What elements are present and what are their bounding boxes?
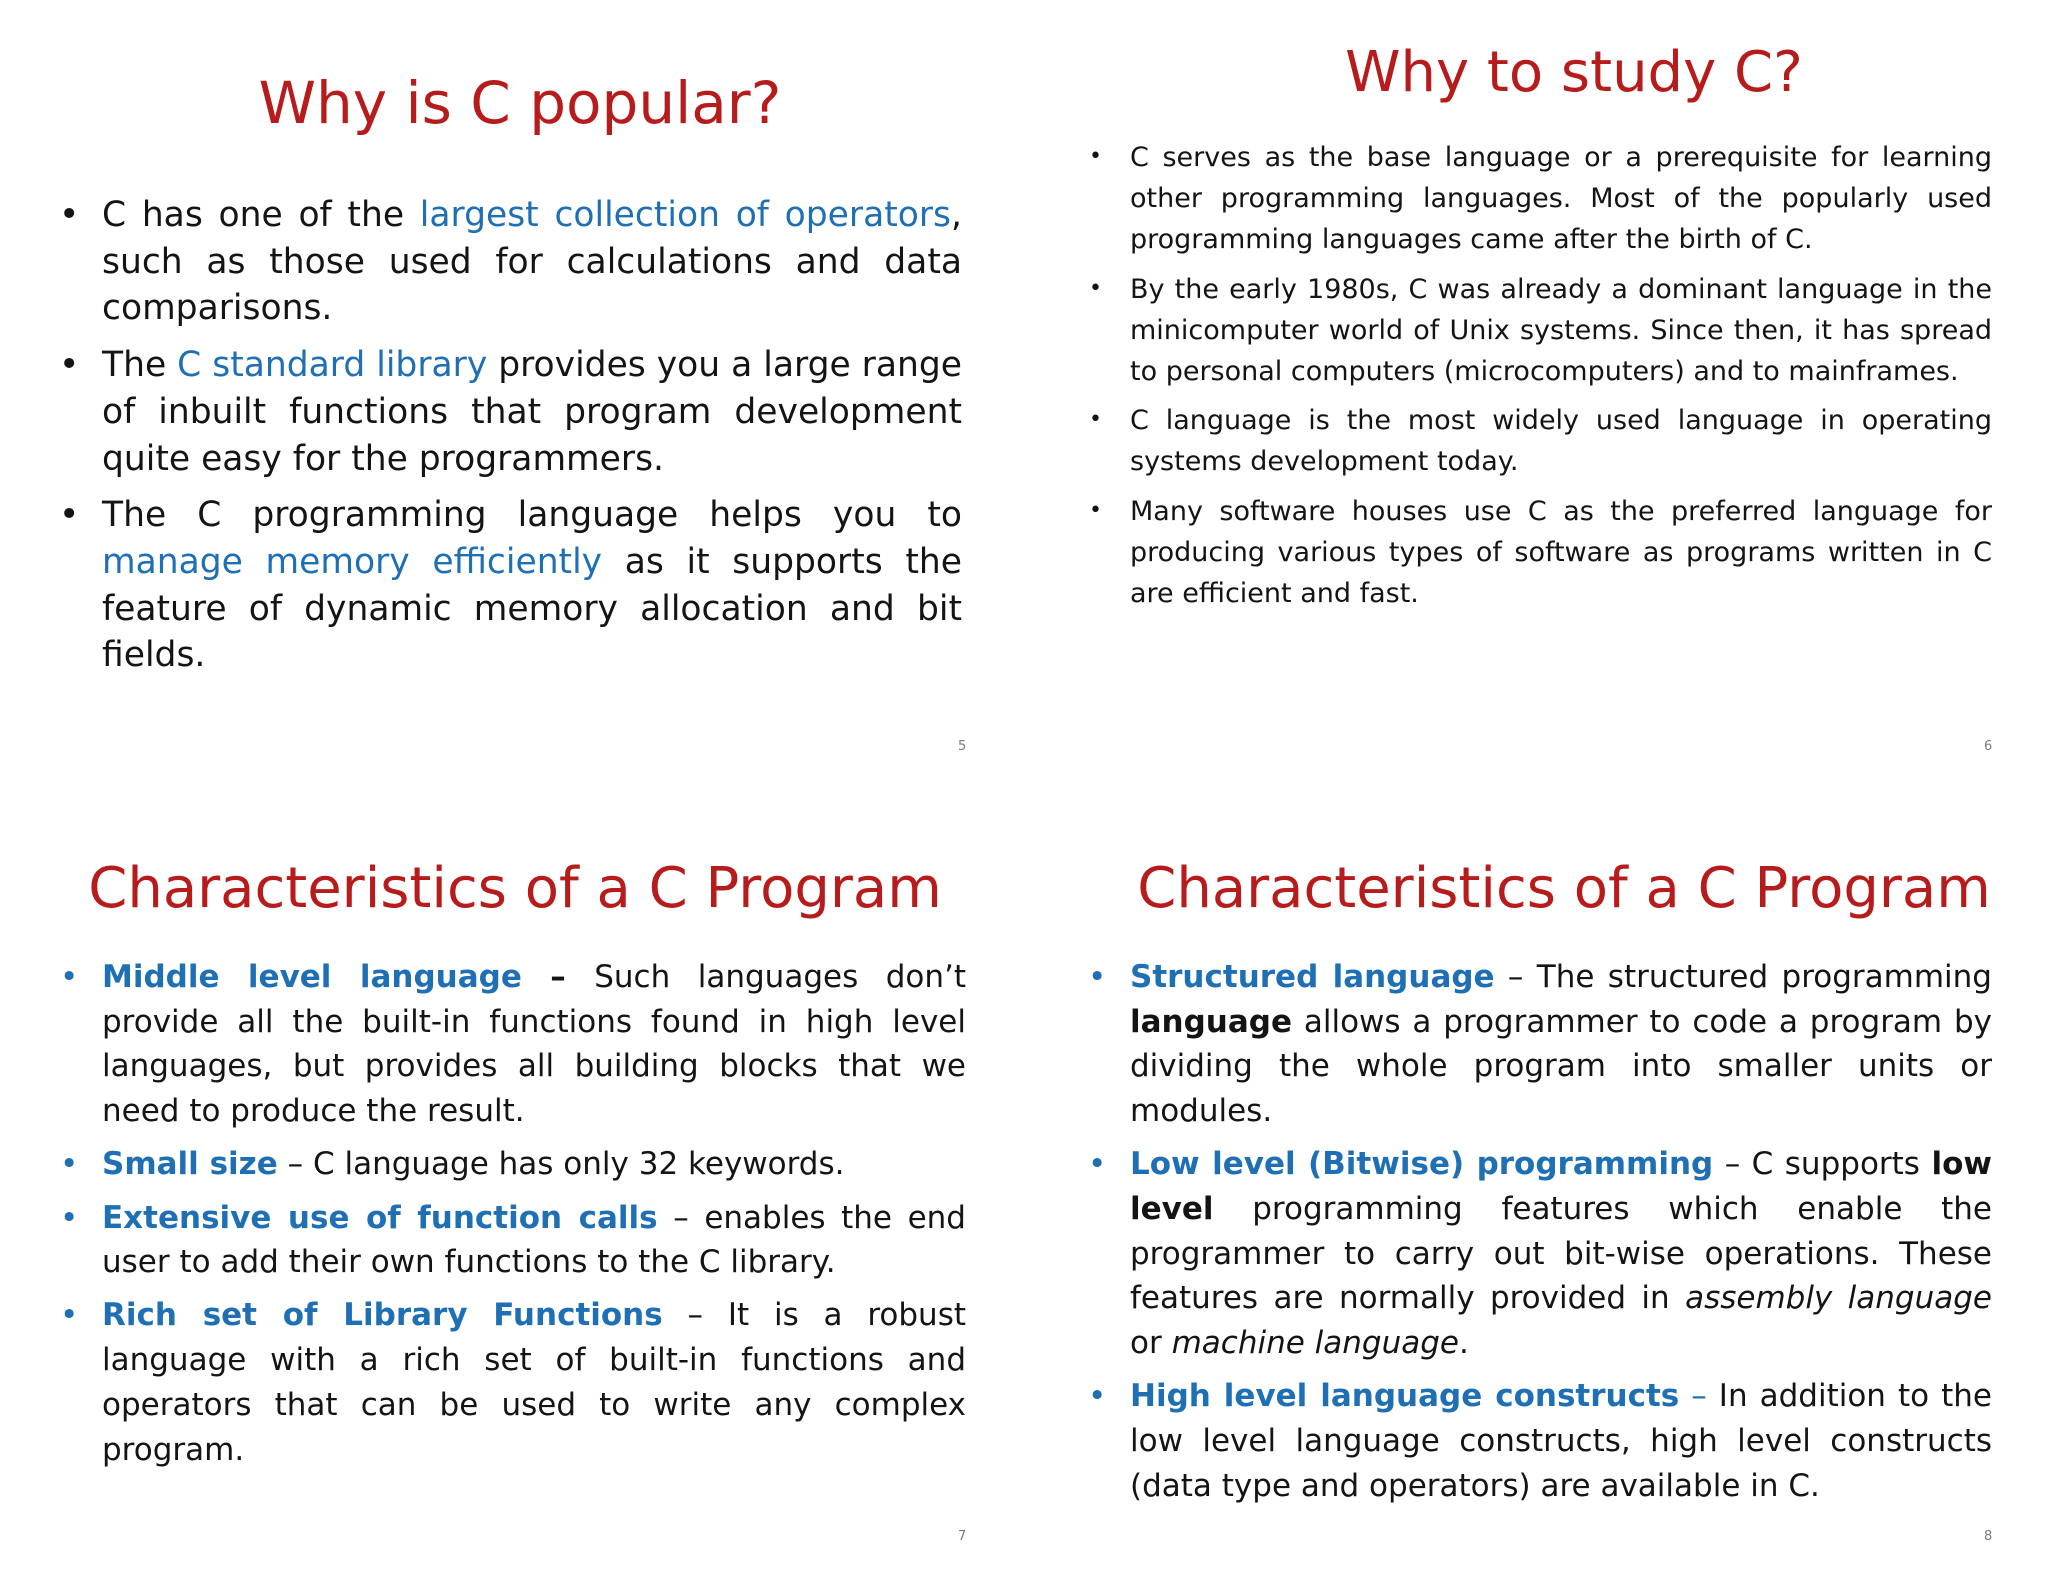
slide-6-title: Why to study C?: [1345, 40, 1803, 105]
slide-6: [1024, 0, 2048, 791]
page-number: 5: [958, 739, 967, 754]
bullet-item: [102, 492, 962, 679]
bullet-item: • Many software houses use C as the preferred language for producing various types of software as programs written in C are efficient and fast.: [1130, 491, 1992, 614]
bullet-separator: –: [277, 1146, 313, 1183]
slide-7-bullet-list: [102, 955, 966, 1481]
bullet-separator: –: [1679, 1378, 1719, 1415]
bullet-highlight: largest collection of operators: [419, 195, 952, 235]
page-number: 6: [1984, 739, 1993, 754]
bullet-term: Low level (Bitwise) programming: [1130, 1146, 1714, 1183]
bullet-term: Rich set of Library Functions: [102, 1297, 663, 1334]
bullet-text: programming features which enable the programmer to carry out bit-wise operations. These features are normally provided in: [1130, 1191, 1992, 1317]
bullet-text: C language has only 32 keywords.: [312, 1146, 845, 1183]
bullet-item: • By the early 1980s, C was already a dominant language in the minicomputer world of Unix systems. Since then, it has spread to personal computers (microcomputers) and to mainframes.: [1130, 269, 1992, 392]
bullet-term: Extensive use of function calls: [102, 1199, 658, 1236]
bullet-italic-text: machine language: [1171, 1325, 1459, 1362]
bullet-text: It is a robust language with a rich set of built-in functions and operators that can be used to write any complex program.: [102, 1297, 966, 1468]
slide-8-title: Characteristics of a C Program: [1137, 856, 1991, 921]
bullet-text: C supports: [1751, 1146, 1932, 1183]
bullet-item: [102, 1196, 966, 1285]
bullet-term: High level language constructs: [1130, 1378, 1680, 1415]
bullet-text: enables the end user to add their own functions to the C library.: [102, 1199, 966, 1281]
bullet-text: Such languages don’t provide all the built-in functions found in high level languages, but provides all building blocks that we need to produce the result.: [102, 959, 966, 1130]
bullet-item: [102, 192, 962, 332]
bullet-italic-text: assembly language: [1685, 1280, 1992, 1317]
bullet-item: [102, 342, 962, 482]
slide-7-title: Characteristics of a C Program: [88, 856, 942, 921]
bullet-separator: –: [1494, 959, 1537, 995]
bullet-item: [102, 1142, 966, 1187]
bullet-text: .: [1458, 1325, 1469, 1362]
bullet-text: or: [1130, 1325, 1172, 1362]
slide-8: [1024, 791, 2048, 1582]
bullet-term: Middle level language: [102, 959, 522, 995]
slide-8-bullet-list: [1130, 955, 1992, 1517]
bullet-text: , such as those used for calculations and data comparisons.: [102, 195, 962, 329]
bullet-text: In addition to the low level language constructs, high level constructs (data type and operators) are available in C.: [1130, 1378, 1992, 1504]
bullet-bold-text: low level: [1130, 1146, 1992, 1228]
bullet-highlight: C standard library: [177, 345, 488, 386]
bullet-highlight: manage memory efficiently: [102, 541, 603, 582]
slide-6-bullet-list: [1130, 137, 1992, 622]
slide-5-title: Why is C popular?: [258, 69, 782, 137]
bullet-item: [102, 1293, 966, 1472]
slide-5-bullet-list: [102, 192, 962, 689]
bullet-bold-text: language: [1130, 1003, 1293, 1040]
bullet-term: Structured language: [1130, 959, 1495, 995]
bullet-text: allows a programmer to code a program by dividing the whole program into smaller units or modules.: [1130, 1003, 1992, 1130]
bullet-item: [1130, 1374, 1992, 1508]
bullet-item: [102, 955, 966, 1134]
bullet-text: C has one of the: [102, 195, 420, 235]
bullet-separator: –: [521, 959, 595, 995]
bullet-term: Small size: [102, 1146, 278, 1183]
bullet-text: The: [102, 345, 178, 386]
bullet-item: [1130, 955, 1992, 1134]
bullet-item: • C language is the most widely used language in operating systems development today.: [1130, 400, 1992, 482]
bullet-separator: –: [1713, 1146, 1752, 1183]
bullet-item: [1130, 1142, 1992, 1366]
bullet-item: • C serves as the base language or a prerequisite for learning other programming languages. Most of the popularly used programming languages came after the birth of C.: [1130, 137, 1992, 260]
bullet-separator: –: [662, 1297, 728, 1334]
page-number: 7: [958, 1529, 967, 1544]
bullet-text: provides you a large range of inbuilt functions that program development quite easy for the programmers.: [102, 345, 962, 479]
slide-7: [0, 791, 1024, 1582]
bullet-text: as it supports the feature of dynamic memory allocation and bit fields.: [102, 541, 962, 676]
bullet-text: The structured programming: [1536, 959, 1992, 995]
bullet-separator: –: [657, 1199, 705, 1236]
slide-5: [0, 0, 1024, 791]
bullet-text: The C programming language helps you to: [102, 495, 962, 536]
page-number: 8: [1984, 1529, 1993, 1544]
